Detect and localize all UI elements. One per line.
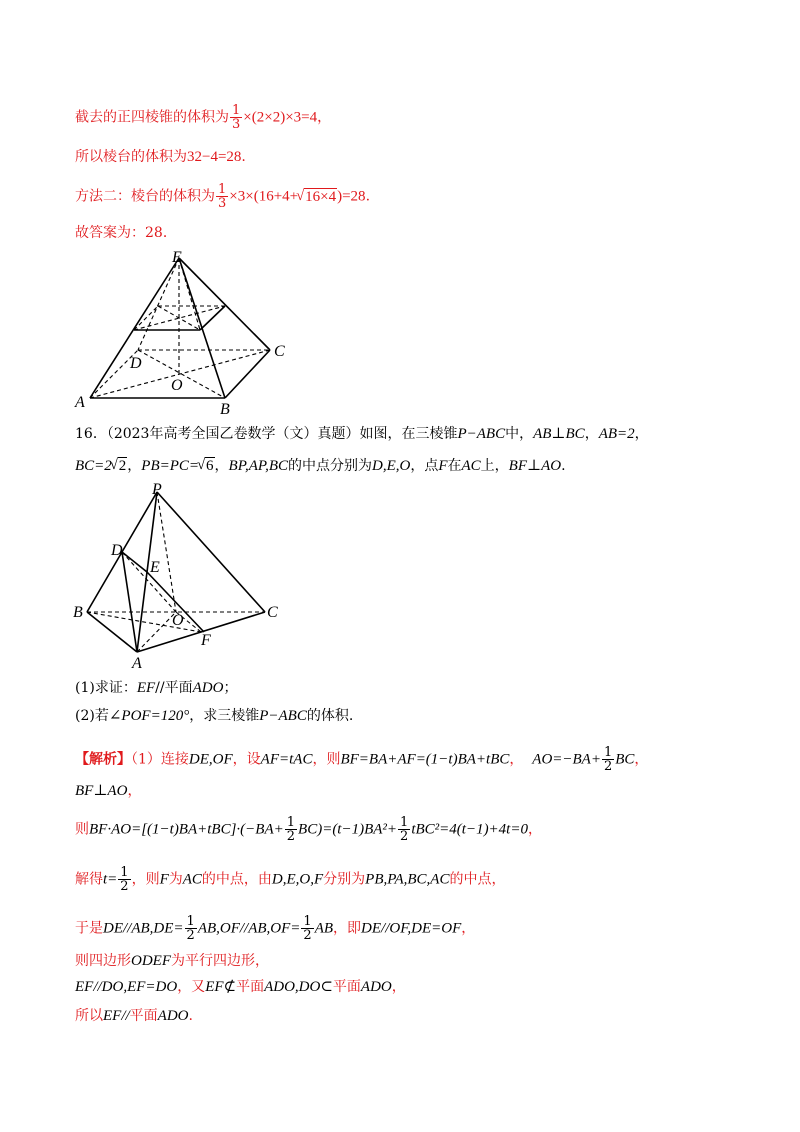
text: 平面	[236, 979, 265, 995]
math: BF·AO=[(1−t)BA+tBC]·(−BA+	[89, 821, 284, 838]
text: ，又	[177, 979, 206, 995]
text: 解得	[75, 871, 103, 888]
math: PB=PC=	[141, 458, 200, 474]
text: ；	[223, 680, 238, 696]
math: AC	[461, 458, 481, 474]
text: 为	[168, 871, 183, 888]
square-root: √ 16×4	[296, 187, 337, 205]
label-P: P	[152, 481, 162, 498]
math: ∠POF=120°	[108, 708, 190, 724]
label-C: C	[274, 343, 285, 360]
text: ，设	[232, 751, 261, 768]
method-two-line	[75, 183, 370, 210]
math: D,E,O	[372, 458, 411, 474]
text: ，	[127, 458, 142, 474]
text: 于是	[75, 920, 103, 937]
math: P−ABC	[259, 708, 307, 724]
math: DE//OF,DE=OF	[361, 920, 462, 937]
text: ，即	[333, 920, 362, 937]
label-A: A	[132, 655, 142, 670]
text: 16．（2023年高考全国乙卷数学（文）真题）如图，在三棱锥	[75, 426, 458, 442]
math: BC=2	[75, 458, 112, 474]
label-E: E	[150, 559, 160, 576]
text: 中，	[505, 426, 534, 442]
label-E: E	[172, 249, 182, 266]
text: 截去的正四棱锥的体积为	[75, 109, 229, 126]
text: 的中点，	[449, 871, 506, 888]
text: ，	[634, 426, 649, 442]
analysis-line-1	[75, 746, 648, 773]
math: EF	[136, 680, 156, 696]
math: DE//AB,DE=	[103, 920, 184, 937]
text: ，	[391, 979, 406, 995]
fraction-one-half: $\frac{1}{2}$	[400, 815, 409, 844]
analysis-line-7	[75, 977, 406, 997]
text: 的中点，由	[201, 871, 272, 888]
math: BF⊥AO	[75, 783, 128, 799]
formula-a: ×3×(16+4+	[229, 188, 299, 205]
text: ，	[584, 426, 599, 442]
math: AC	[182, 871, 202, 888]
fraction-one-half: $\frac{1}{2}$	[286, 815, 296, 844]
math: D,E,O,F	[271, 871, 324, 888]
formula: ×(2×2)×3=4	[243, 109, 318, 126]
text: 所以	[75, 1008, 103, 1024]
text: 分别为	[323, 871, 366, 888]
question-2	[75, 706, 353, 726]
analysis-line-4	[75, 866, 505, 893]
text: 则四边形	[75, 953, 131, 969]
volume-cut-pyramid-line	[75, 104, 331, 131]
text: (1)求证：	[75, 680, 137, 696]
math: F	[159, 871, 169, 888]
text: 所以棱台的体积为	[75, 149, 187, 165]
analysis-line-3	[75, 816, 542, 843]
analysis-tag: 【解析】	[75, 751, 131, 768]
math: EF//	[103, 1008, 130, 1024]
text: ，	[527, 821, 542, 838]
math: BC)=(t−1)BA²+	[298, 821, 398, 838]
text: ，	[214, 458, 229, 474]
fraction-one-third: $\frac{1}{3}$	[232, 103, 241, 132]
tetrahedron-figure	[70, 480, 285, 670]
question-1	[75, 678, 237, 698]
text: .	[188, 1008, 193, 1024]
label-D: D	[111, 542, 123, 559]
fraction-one-third: $\frac{1}{3}$	[218, 182, 227, 211]
punct: .	[241, 149, 246, 165]
text: 上，	[480, 458, 509, 474]
math: F	[438, 458, 448, 474]
text: ，	[509, 751, 524, 768]
analysis-line-6	[75, 951, 269, 971]
text: 平面	[332, 979, 361, 995]
label-B: B	[220, 401, 230, 418]
text: 的体积.	[306, 708, 354, 724]
label-O: O	[171, 377, 183, 394]
math: ADO	[360, 979, 392, 995]
math: P−ABC	[457, 426, 506, 442]
text: .	[561, 458, 566, 474]
text: //平面	[155, 680, 193, 696]
math: AB,OF//AB,OF=	[197, 920, 301, 937]
math: BP,AP,BC	[228, 458, 288, 474]
frustum-volume-line	[75, 147, 246, 167]
problem-16-line-1	[75, 424, 649, 444]
math: ADO	[192, 680, 224, 696]
fraction-one-half: $\frac{1}{2}$	[186, 914, 195, 943]
label-B: B	[73, 604, 83, 621]
text: ，求三棱锥	[189, 708, 260, 724]
math: AF=tAC	[260, 751, 313, 768]
text: ，则	[312, 751, 341, 768]
text: ，	[127, 783, 142, 799]
text: ，点	[410, 458, 439, 474]
fraction-one-half: $\frac{1}{2}$	[603, 745, 613, 774]
math: AB⊥BC	[533, 426, 585, 442]
math: AB	[314, 920, 334, 937]
math: AB=2	[598, 426, 635, 442]
text: ，	[634, 751, 649, 768]
text: 在	[447, 458, 462, 474]
math: DE,OF	[188, 751, 233, 768]
text: 为平行四边形，	[171, 953, 269, 969]
math: EF//DO,EF=DO	[75, 979, 178, 995]
math: BC	[615, 751, 635, 768]
math: ADO	[157, 1008, 189, 1024]
text: （1）连接	[131, 751, 189, 768]
analysis-line-8	[75, 1006, 193, 1026]
square-root: √ 6	[197, 457, 214, 474]
math: tBC²=4(t−1)+4t=0	[411, 821, 528, 838]
label-D: D	[130, 355, 142, 372]
square-root: √ 2	[109, 457, 127, 474]
pyramid-frustum-figure	[70, 248, 300, 418]
math: t=	[103, 871, 118, 888]
formula: 32−4=28	[187, 149, 242, 165]
math: BF⊥AO	[508, 458, 562, 474]
text: 则	[75, 821, 89, 838]
punct: .	[365, 188, 371, 205]
text: 平面	[129, 1008, 158, 1024]
label-C: C	[267, 604, 278, 621]
math: ADO,DO⊂	[264, 979, 333, 995]
punct: ，	[317, 109, 332, 126]
analysis-line-2	[75, 781, 141, 801]
label-F: F	[201, 632, 211, 649]
fraction-one-half: $\frac{1}{2}$	[120, 865, 129, 894]
text: ，则	[131, 871, 160, 888]
math: PB,PA,BC,AC	[365, 871, 450, 888]
math: ODEF	[131, 953, 171, 969]
label-A: A	[75, 394, 85, 411]
label-O: O	[172, 612, 184, 629]
fraction-one-half: $\frac{1}{2}$	[303, 914, 312, 943]
text: 方法二：棱台的体积为	[75, 188, 215, 205]
math: EF⊄	[205, 979, 237, 995]
answer-line: 故答案为：28．	[75, 225, 177, 241]
analysis-line-5	[75, 915, 475, 942]
math: BF=BA+AF=(1−t)BA+tBC	[340, 751, 510, 768]
problem-16-line-2	[75, 456, 566, 476]
text: 的中点分别为	[288, 458, 372, 474]
text: ，	[461, 920, 476, 937]
math: AO=−BA+	[532, 751, 601, 768]
formula-b: )=28	[337, 188, 366, 205]
text: (2)若	[75, 708, 109, 724]
